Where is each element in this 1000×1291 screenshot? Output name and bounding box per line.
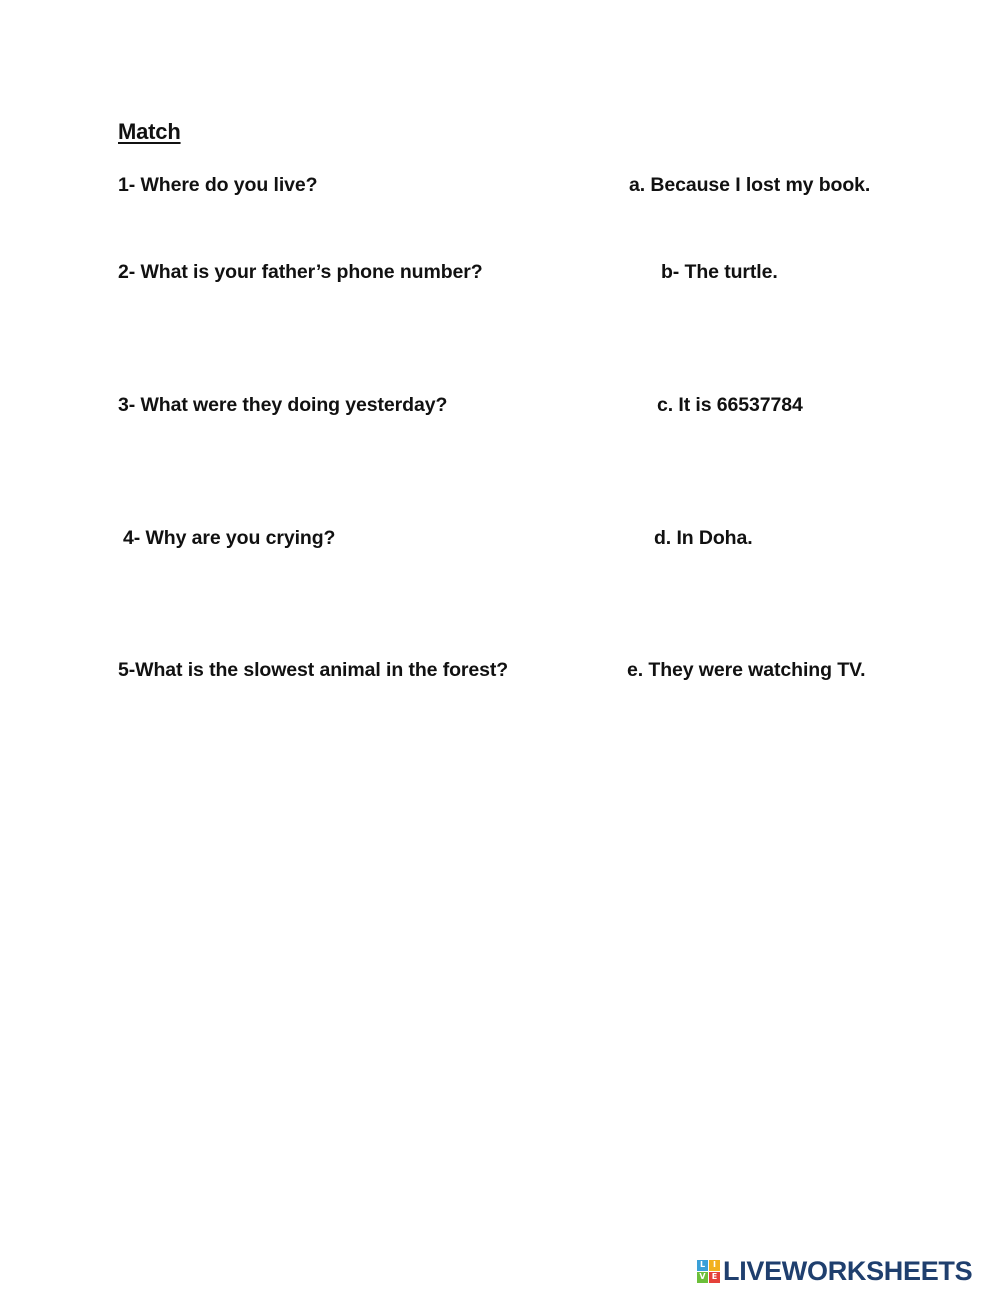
question-1: 1- Where do you live? — [118, 174, 318, 196]
liveworksheets-logo — [697, 1256, 972, 1286]
question-4: 4- Why are you crying? — [123, 527, 336, 549]
answer-a: a. Because I lost my book. — [629, 174, 871, 196]
logo-letter-i: I — [709, 1260, 720, 1271]
liveworksheets-wordmark: LIVEWORKSHEETS — [723, 1256, 973, 1286]
answer-c: c. It is 66537784 — [657, 394, 803, 416]
logo-letter-v: V — [697, 1272, 708, 1283]
logo-letter-l: L — [697, 1260, 708, 1271]
answer-b: b- The turtle. — [661, 261, 778, 283]
worksheet-title: Match — [118, 119, 181, 144]
question-5: 5-What is the slowest animal in the forest? — [118, 659, 509, 681]
question-2: 2- What is your father’s phone number? — [118, 261, 483, 283]
answer-e: e. They were watching TV. — [627, 659, 866, 681]
liveworksheets-logo-icon — [697, 1260, 720, 1283]
logo-letter-e: E — [709, 1272, 720, 1283]
question-3: 3- What were they doing yesterday? — [118, 394, 448, 416]
answer-d: d. In Doha. — [654, 527, 753, 549]
